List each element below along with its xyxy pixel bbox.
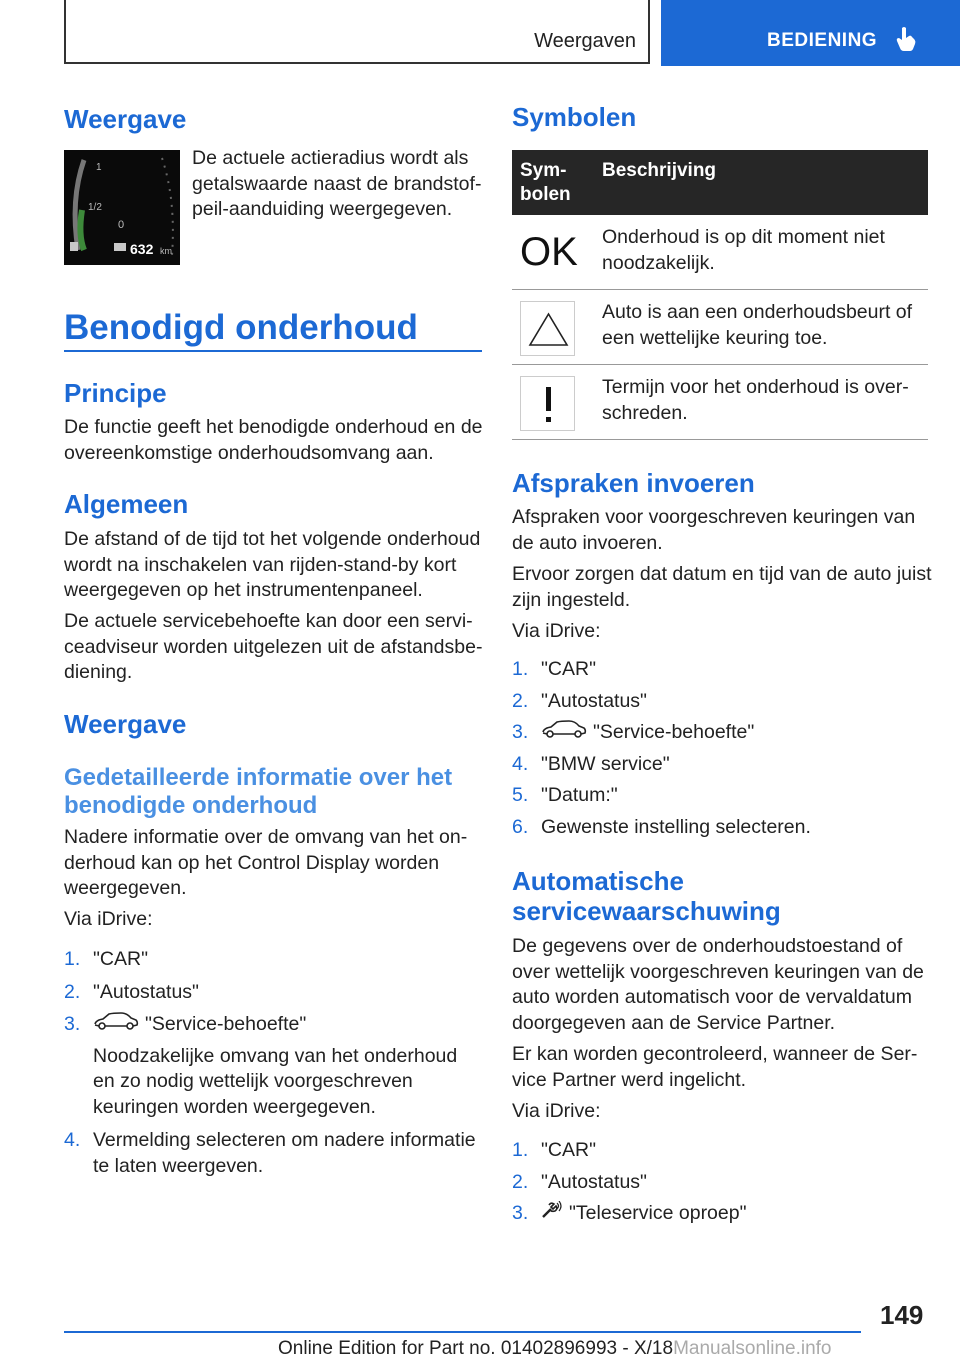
row-description: Auto is aan een onderhoudsbeurt of een wettelijke keuring toe. (602, 301, 913, 349)
step-3-description: Noodzakelijke omvang van het onderhoud en zo nodig wettelijk voorgeschreven keuringen worden weergegeven. (93, 1044, 458, 1118)
table-row (512, 215, 928, 290)
gauge-zero-label: 0 (118, 219, 125, 231)
header-section-tab (64, 0, 650, 64)
symbolen-heading: Symbolen (512, 102, 637, 132)
auto-paragraph-2: Er kan worden gecontroleerd, wanneer de Ser-vice Partner werd ingelicht. (512, 1043, 918, 1091)
car-icon (93, 1012, 139, 1038)
list-item: 2. "Autostatus" (64, 980, 199, 1003)
afspraken-paragraph-1: Afspraken voor voorgeschreven keuringen van de auto invoeren. (512, 506, 916, 554)
list-item: 4. Vermelding selecteren om nadere informatie te laten weergeven. (64, 1129, 476, 1177)
fuel-pump-icon (70, 242, 78, 251)
afspraken-heading: Afspraken invoeren (512, 468, 755, 498)
gauge-range-unit: km (160, 246, 172, 256)
col-description-header: Beschrijving (602, 160, 717, 181)
list-item: 3. "Service-behoefte" Noodzakelijke omvang van het onderhoud en zo nodig wettelijk voorgeschreven keuringen worden weergegeven. (64, 1012, 484, 1120)
exclamation-icon (520, 376, 575, 431)
page-header (0, 0, 960, 66)
via-idrive-label-3: Via iDrive: (512, 1100, 601, 1122)
footer-edition: Online Edition for Part no. 01402896993 - X/18 (278, 1338, 674, 1359)
row-description: Onderhoud is op dit moment niet noodzakelijk. (602, 226, 885, 274)
heading-underline (64, 350, 482, 352)
list-item: 1. "CAR" (512, 658, 597, 680)
algemeen-paragraph-2: De actuele servicebehoefte kan door een servi-ceadviseur worden uitgelezen uit de afstandsbe-diening. (64, 610, 483, 683)
via-idrive-label-2: Via iDrive: (512, 620, 601, 642)
row-description: Termijn voor het onderhoud is over-schreden. (602, 376, 909, 424)
auto-paragraph-1: De gegevens over de onderhoudstoestand of over wettelijk voorgeschreven keuringen van de auto worden automatisch voor de vervaldatum doorgegeven aan de Service Partner. (512, 935, 924, 1034)
weergave-heading: Weergave (64, 104, 187, 134)
list-item: 2. "Autostatus" (512, 1170, 647, 1193)
principe-heading: Principe (64, 378, 167, 408)
algemeen-heading: Algemeen (64, 489, 189, 519)
fuel-gauge-graphic (64, 150, 180, 265)
footer-rule (64, 1331, 861, 1333)
list-item: 3. "Teleservice oproep" (512, 1201, 932, 1227)
table-row (512, 290, 928, 365)
via-idrive-label: Via iDrive: (64, 908, 153, 930)
car-icon (541, 720, 587, 746)
principe-text: De functie geeft het benodigde onderhoud en de overeenkomstige onderhoudsomvang aan. (64, 416, 483, 464)
benodigd-onderhoud-heading: Benodigd onderhoud (64, 308, 418, 347)
gedetailleerde-heading: Gedetailleerde informatie over het benodigde onderhoud (64, 764, 453, 819)
algemeen-paragraph-1: De afstand of de tijd tot het volgende onderhoud wordt na inschakelen van rijden-stand-by kort weergegeven op het instrumentenpaneel. (64, 528, 481, 601)
warning-triangle-icon (520, 301, 575, 356)
list-item: 4. "BMW service" (512, 752, 670, 775)
symbols-table (512, 150, 928, 440)
list-item: 1. "CAR" (64, 948, 149, 970)
header-chapter-label: BEDIENING (767, 30, 878, 51)
fuel-gauge-image (64, 150, 180, 265)
table-header (512, 150, 928, 215)
page-number: 149 (880, 1300, 924, 1330)
ok-icon: OK (520, 230, 578, 274)
pointing-hand-icon (895, 26, 917, 52)
gedetailleerde-text: Nadere informatie over de omvang van het on-derhoud kan op het Control Display worden weergegeven. (64, 826, 468, 899)
small-fuel-icon (114, 243, 126, 251)
gauge-range-value: 632 (130, 241, 154, 257)
footer-text (278, 1338, 832, 1360)
automatische-servicewaarschuwing-heading: Automatische servicewaarschuwing (512, 866, 781, 926)
weergave-heading-2: Weergave (64, 709, 187, 739)
list-item: 5. "Datum:" (512, 784, 618, 807)
list-item: 3. "Service-behoefte" (512, 720, 932, 746)
table-row (512, 365, 928, 440)
footer-site-watermark: Manualsonline.info (673, 1338, 832, 1359)
header-chapter-tab (661, 0, 960, 66)
list-item: 2. "Autostatus" (512, 689, 647, 712)
teleservice-steps-list (512, 1138, 932, 1233)
header-section-label: Weergaven (534, 30, 636, 52)
gauge-one-label: 1 (96, 162, 102, 173)
weergave-text: De actuele actieradius wordt als getalswaarde naast de brandstof-peil-aanduiding weergegeven. (192, 147, 482, 220)
afspraken-steps-list (512, 657, 932, 846)
wrench-signal-icon (541, 1201, 563, 1227)
list-item: 6. Gewenste instelling selecteren. (512, 815, 811, 838)
service-steps-list (64, 947, 484, 1185)
col-symbol-header: Sym-bolen (520, 160, 571, 205)
gauge-half-label: 1/2 (88, 202, 102, 213)
afspraken-paragraph-2: Ervoor zorgen dat datum en tijd van de auto juist zijn ingesteld. (512, 563, 932, 611)
list-item: 1. "CAR" (512, 1139, 597, 1161)
